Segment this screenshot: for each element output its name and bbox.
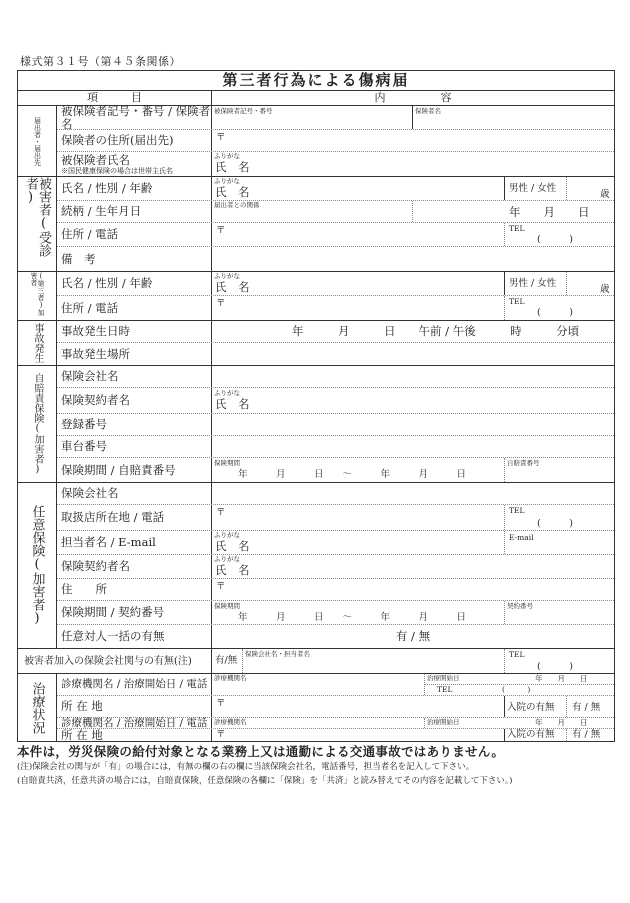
label-accident-datetime: 事故発生日時 (57, 321, 212, 342)
section-compulsory (18, 366, 614, 483)
label-involvement: 被害者加入の保険会社関与の有無(注) (18, 649, 212, 673)
treat1-admit-yes-no[interactable]: 有 / 無 (572, 702, 601, 713)
row-treat2-institution (57, 718, 614, 729)
label-insured-name: 被保険者氏名 ※国民健康保険の場合は世帯主氏名 (57, 152, 212, 176)
section-reporter (18, 103, 614, 177)
row-accident-place (57, 343, 614, 365)
label-treat1-address: 所 在 地 (57, 696, 212, 717)
row-cmp-holder (57, 388, 614, 414)
row-cmp-regno (57, 414, 614, 436)
label-treat1-institution: 診療機関名 / 治療開始日 / 電話 (57, 674, 212, 695)
field-victim-name[interactable]: ふりがな 氏 名 男性 / 女性 歳 (214, 177, 610, 200)
field-accident-datetime[interactable]: 年 月 日 午前 / 午後 時 分頃 (292, 324, 580, 338)
section-label-perpetrator: (第三者)加害者 (30, 272, 45, 316)
field-cmp-chassis[interactable] (212, 436, 614, 457)
row-victim-name (57, 177, 614, 201)
label-treat2-institution: 診療機関名 / 治療開始日 / 電話 (57, 718, 212, 728)
section-label-voluntary: 任意保険(加害者) (29, 505, 45, 626)
section-label-victim: 被害者(受診者) (23, 177, 51, 257)
field-treat1-address[interactable]: 〒 入院の有無 有 / 無 (212, 696, 614, 717)
label-vol-staff: 担当者名 / E-mail (57, 531, 212, 554)
perp-sex[interactable]: 男性 / 女性 (509, 278, 557, 289)
section-label-reporter: 届出者・届出先 (33, 116, 42, 166)
label-perp-address: 住所 / 電話 (57, 296, 212, 320)
field-cmp-period[interactable]: 保険期間 年 月 日 〜 年 月 日 自賠責番号 (214, 459, 540, 480)
row-cmp-company (57, 366, 614, 388)
field-vol-company[interactable] (212, 483, 614, 504)
footer-note-1: (注)保険会社の関与が「有」の場合には，有無の欄の右の欄に当該保険会社名，電話番号，担当者名を記入して下さい。 (17, 762, 475, 772)
caption-insurer-name: 保険者名 (415, 107, 441, 115)
row-vol-period (57, 601, 614, 625)
row-treat1-address (57, 696, 614, 718)
label-vol-agency: 取扱店所在地 / 電話 (57, 505, 212, 530)
caption-email: E-mail (509, 533, 534, 542)
field-vol-address[interactable]: 〒 (216, 581, 226, 592)
label-accident-place: 事故発生場所 (57, 343, 212, 365)
row-vol-agency (57, 505, 614, 531)
section-victim (18, 177, 614, 272)
victim-age-unit: 歳 (600, 189, 610, 200)
label-cmp-holder: 保険契約者名 (57, 388, 212, 413)
form-frame (17, 70, 615, 742)
field-accident-place[interactable] (212, 343, 614, 365)
row-insured-number (57, 103, 614, 131)
label-insured-number: 被保険者記号・番号 / 保険者名 (57, 106, 212, 129)
note-household-head: ※国民健康保険の場合は世帯主氏名 (61, 166, 173, 175)
label-cmp-regno: 登録番号 (57, 414, 212, 435)
row-vol-holder (57, 555, 614, 579)
field-insurer-address[interactable] (212, 130, 614, 151)
row-vol-address (57, 579, 614, 601)
row-vol-company (57, 483, 614, 505)
field-cmp-regno[interactable] (212, 414, 614, 435)
section-label-accident: 事故発生 (32, 323, 43, 363)
label-treat2-address: 所 在 地 (57, 729, 212, 741)
section-treatment (18, 674, 614, 741)
field-treat2-institution[interactable]: 診療機関名 治療開始日 年 月 日 (214, 718, 588, 727)
row-perp-name (57, 272, 614, 296)
label-victim-name: 氏名 / 性別 / 年齢 (57, 177, 212, 200)
label-cmp-period: 保険期間 / 自賠責番号 (57, 458, 212, 482)
field-victim-relation[interactable]: 届出者との関係 年 月 日 (212, 201, 614, 222)
label-vol-bulk: 任意対人一括の有無 (57, 625, 212, 648)
label-insurer-address: 保険者の住所(届出先) (57, 130, 212, 151)
row-victim-address (57, 223, 614, 247)
row-insured-name (57, 152, 614, 176)
footer-note-2: (自賠責共済，任意共済の場合には，自賠責保険，任意保険の各欄に「保険」を「共済」と読み替えてその内容を記載して下さい。) (17, 776, 513, 786)
field-vol-holder[interactable]: ふりがな 氏 名 (214, 555, 250, 577)
field-insured-number[interactable] (212, 106, 614, 129)
row-cmp-period (57, 458, 614, 482)
label-victim-address: 住所 / 電話 (57, 223, 212, 246)
field-vol-staff[interactable]: ふりがな 氏 名 E-mail (214, 531, 534, 553)
label-vol-address: 住 所 (57, 579, 212, 600)
field-treat1-institution[interactable]: 診療機関名 治療開始日 年 月 日 TEL ( ) (212, 674, 614, 695)
header-content: 内 容 (374, 91, 452, 104)
field-treat2-address[interactable]: 〒 入院の有無 有 / 無 (216, 729, 601, 740)
caption-insured-number: 被保険者記号・番号 (214, 107, 273, 115)
label-vol-company: 保険会社名 (57, 483, 212, 504)
header-item: 項 目 (18, 90, 212, 105)
section-label-compulsory: 自賠責保険(加害者) (32, 373, 43, 475)
row-insurer-address (57, 130, 614, 152)
section-voluntary (18, 483, 614, 649)
label-vol-period: 保険期間 / 契約番号 (57, 601, 212, 624)
field-cmp-holder[interactable]: ふりがな 氏 名 (214, 389, 250, 411)
field-perp-address[interactable]: 〒 TEL ( ) (216, 297, 573, 318)
row-vol-staff (57, 531, 614, 555)
label-victim-remarks: 備 考 (57, 247, 212, 271)
label-cmp-company: 保険会社名 (57, 366, 212, 387)
row-vol-bulk (57, 625, 614, 648)
section-perpetrator (18, 272, 614, 321)
row-treat1-institution (57, 674, 614, 696)
label-victim-relation: 続柄 / 生年月日 (57, 201, 212, 222)
row-perp-address (57, 296, 614, 320)
form-id: 様式第３１号（第４５条関係） (20, 55, 181, 68)
treat2-admit-yes-no[interactable]: 有 / 無 (572, 729, 601, 740)
label-cmp-chassis: 車台番号 (57, 436, 212, 457)
field-insured-name[interactable]: ふりがな 氏 名 (214, 152, 250, 174)
field-vol-agency[interactable]: 〒 TEL ( ) (216, 506, 573, 529)
victim-birthdate[interactable]: 年 月 日 (509, 205, 590, 219)
field-perp-name[interactable]: ふりがな 氏 名 男性 / 女性 歳 (214, 272, 610, 295)
label-perp-name: 氏名 / 性別 / 年齢 (57, 272, 212, 295)
label-vol-holder: 保険契約者名 (57, 555, 212, 578)
row-victim-remarks (57, 247, 614, 271)
section-accident (18, 321, 614, 366)
field-vol-bulk[interactable] (212, 625, 614, 648)
row-cmp-chassis (57, 436, 614, 458)
section-involvement (18, 649, 614, 674)
footer-statement: 本件は，労災保険の給付対象となる業務上又は通勤による交通事故ではありません。 (17, 744, 505, 759)
row-accident-datetime (57, 321, 614, 343)
involvement-yes-no[interactable]: 有/無 (215, 655, 238, 666)
victim-sex[interactable]: 男性 / 女性 (509, 183, 557, 194)
section-label-treatment: 治療状況 (29, 681, 45, 734)
row-victim-relation (57, 201, 614, 223)
postal-mark: 〒 (216, 132, 226, 143)
vol-bulk-yes-no[interactable]: 有 / 無 (395, 629, 431, 643)
field-involvement[interactable]: 有/無 保険会社名・担当者名 TEL ( ) (215, 650, 573, 672)
field-cmp-company[interactable] (212, 366, 614, 387)
field-vol-period[interactable]: 保険期間 年 月 日 〜 年 月 日 契約番号 (214, 602, 533, 623)
field-victim-remarks[interactable] (212, 247, 614, 271)
field-victim-address[interactable]: 〒 TEL ( ) (216, 224, 573, 245)
form-title: 第三者行為による傷病届 (18, 71, 614, 91)
row-treat2-address (57, 729, 614, 741)
